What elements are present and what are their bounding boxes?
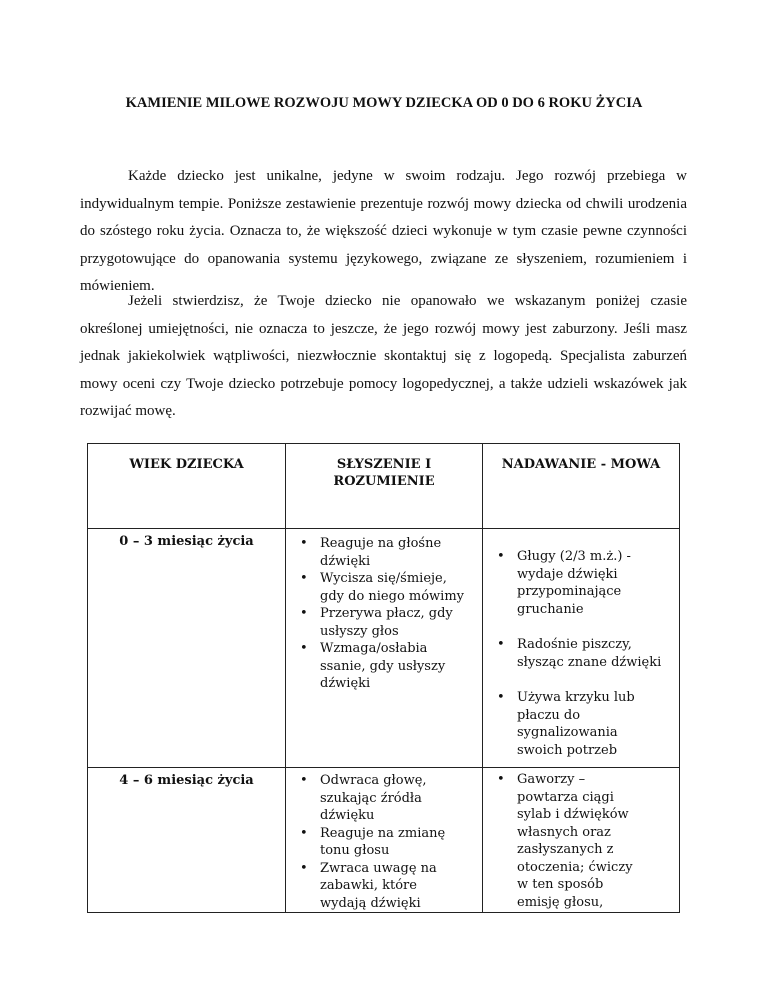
- age-cell: 0 – 3 miesiąc życia: [88, 529, 286, 768]
- list-item: • Odwraca głowę, szukając źródła dźwięku: [286, 772, 456, 825]
- list-item: • Reaguje na zmianę tonu głosu: [286, 825, 456, 860]
- document-title: KAMIENIE MILOWE ROZWOJU MOWY DZIECKA OD 0 DO 6 ROKU ŻYCIA: [125, 95, 643, 111]
- list-item: • Używa krzyku lub płaczu do sygnalizowania swoich potrzeb: [483, 689, 663, 759]
- advice-paragraph-text: Jeżeli stwierdzisz, że Twoje dziecko nie opanowało we wskazanym poniżej czasie określonej umiejętności, nie oznacza to jeszcze, że jego rozwój mowy jest zaburzony. Jeśli masz jednak jakiekolwiek wątpliwości, niezwłocznie skontaktuj się z logopedą. Specjalista zaburzeń mowy oceni czy Twoje dziecko potrzebuje pomocy logopedycznej, a także udzieli wskazówek jak rozwijać mowę.: [80, 293, 687, 419]
- header-hearing: SŁYSZENIE I ROZUMIENIE: [286, 444, 483, 529]
- age-cell: 4 – 6 miesiąc życia: [88, 768, 286, 913]
- milestones-table: [87, 443, 680, 913]
- advice-paragraph: [80, 288, 687, 426]
- list-item: • Wycisza się/śmieje, gdy do niego mówimy: [286, 570, 466, 605]
- intro-paragraph-text: Każde dziecko jest unikalne, jedyne w swoim rodzaju. Jego rozwój przebiega w indywidualnym tempie. Poniższe zestawienie prezentuje rozwój mowy dziecka od chwili urodzenia do szóstego roku życia. Oznacza to, że większość dzieci wykonuje w tym czasie pewne czynności przygotowujące do opanowania systemu językowego, związane ze słyszeniem, rozumieniem i mówieniem.: [80, 168, 687, 294]
- list-item: • Wzmaga/osłabia ssanie, gdy usłyszy dźwięki: [286, 640, 466, 693]
- table-header-row: [88, 444, 680, 529]
- list-item: • Przerywa płacz, gdy usłyszy głos: [286, 605, 466, 640]
- list-item: • Reaguje na głośne dźwięki: [286, 535, 466, 570]
- header-age: WIEK DZIECKA: [88, 444, 286, 529]
- header-speech: NADAWANIE - MOWA: [483, 444, 680, 529]
- hearing-cell: [286, 529, 483, 768]
- list-item: • Radośnie piszczy, słysząc znane dźwięki: [483, 636, 663, 671]
- intro-paragraph: [80, 163, 687, 301]
- list-item: • Gaworzy – powtarza ciągi sylab i dźwięków własnych oraz zasłyszanych z otoczenia; ćwiczy w ten sposób emisję głosu,: [483, 771, 643, 911]
- speech-cell: [483, 768, 680, 913]
- list-item: • Gługy (2/3 m.ż.) - wydaje dźwięki przypominające gruchanie: [483, 548, 663, 618]
- table-row: [88, 768, 680, 913]
- table-row: [88, 529, 680, 768]
- speech-cell: [483, 529, 680, 768]
- list-item: • Zwraca uwagę na zabawki, które wydają dźwięki: [286, 860, 456, 913]
- hearing-cell: [286, 768, 483, 913]
